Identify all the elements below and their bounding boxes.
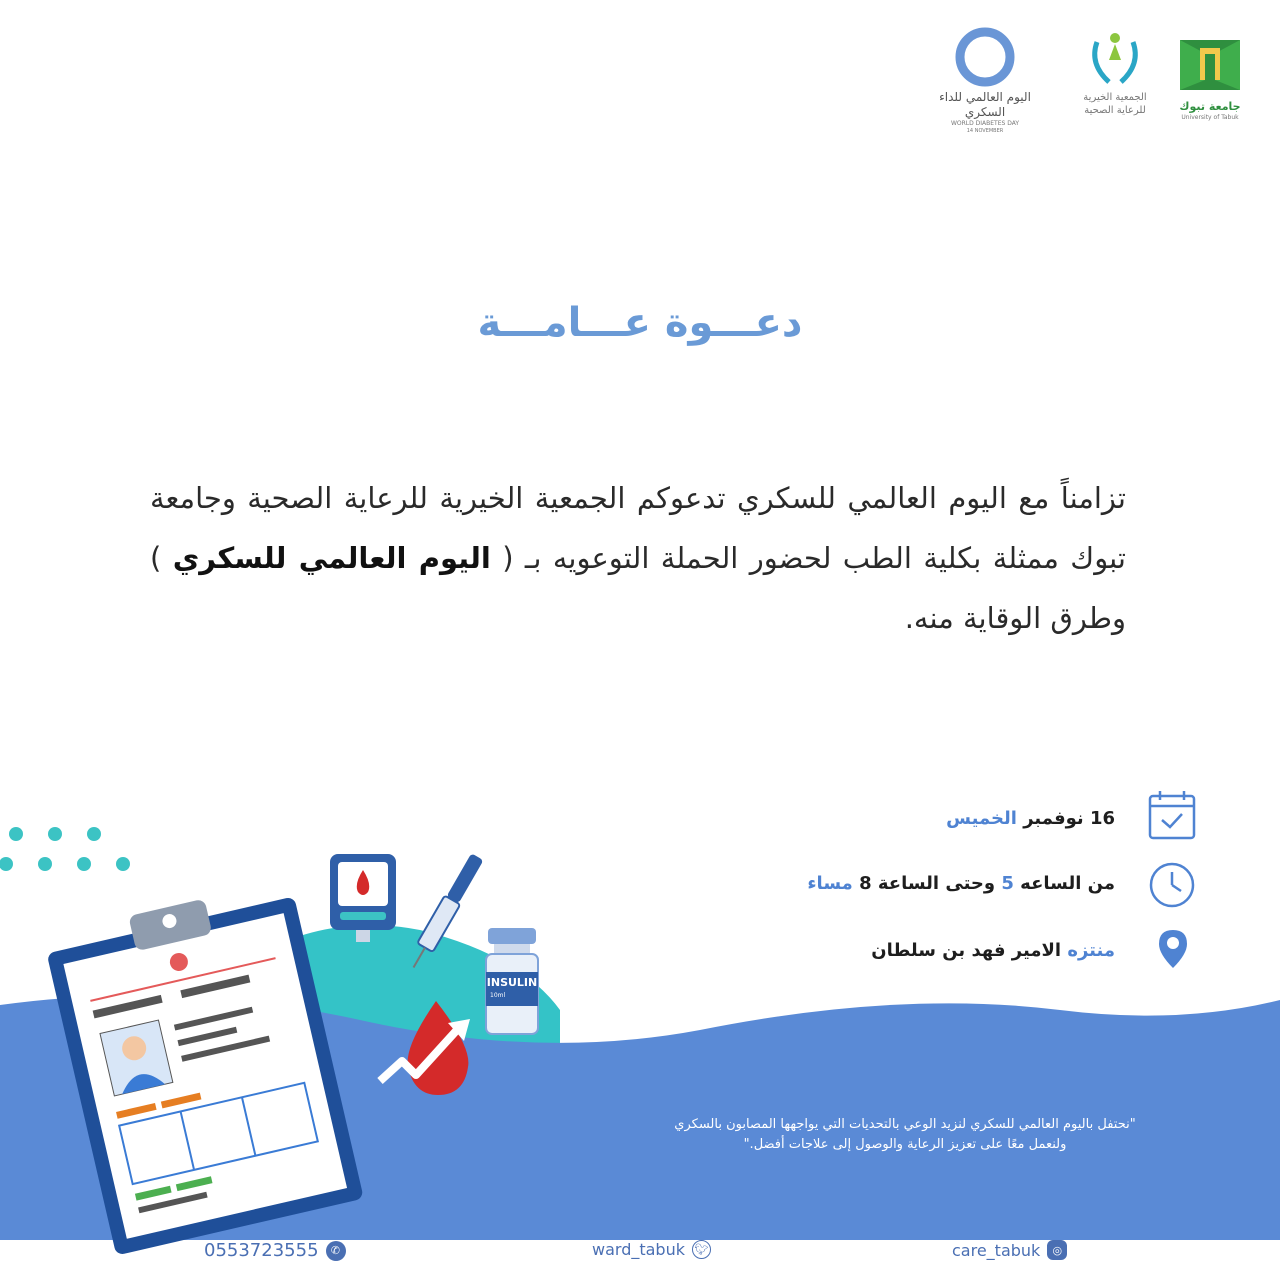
diabetes-day-name-en: WORLD DIABETES DAY <box>950 120 1020 127</box>
event-time-end: 8 <box>859 873 872 894</box>
diabetes-day-logo <box>920 26 1050 136</box>
insulin-vial <box>484 928 540 1036</box>
paragraph-text-after: ) وطرق الوقاية منه. <box>150 541 1126 635</box>
quote-line-2: ولنعمل معًا على تعزيز الرعاية والوصول إلى علاجات أفضل." <box>743 1137 1067 1152</box>
event-time-suffix: مساء <box>807 873 853 894</box>
insulin-label: INSULIN <box>486 976 538 989</box>
event-date-number: 16 نوفمبر <box>1023 808 1115 829</box>
event-location-name: الامير فهد بن سلطان <box>871 940 1062 961</box>
charity-name-line1: الجمعية الخيرية <box>1083 92 1147 103</box>
footer-twitter[interactable] <box>592 1240 711 1259</box>
charity-people-icon <box>1083 30 1147 88</box>
insulin-volume: 10ml <box>490 992 506 999</box>
quote-line-1: "نحتفل باليوم العالمي للسكري لنزيد الوعي بالتحديات التي يواجهها المصابون بالسكري <box>674 1117 1136 1132</box>
university-logo <box>1170 34 1250 134</box>
page-title: دعـــوة عـــامـــة <box>477 300 803 346</box>
event-time-start: 5 <box>1001 873 1014 894</box>
blue-circle-icon <box>954 26 1016 88</box>
twitter-handle: ward_tabuk <box>592 1240 685 1259</box>
invitation-paragraph <box>150 468 1126 648</box>
university-name-ar: جامعة تبوك <box>1179 100 1241 113</box>
diabetes-day-name-ar: اليوم العالمي للداء السكري <box>939 90 1031 119</box>
event-time-prefix: من الساعه <box>1020 873 1115 894</box>
instagram-handle: care_tabuk <box>952 1240 1041 1260</box>
awareness-quote <box>625 1115 1185 1155</box>
paragraph-text-before: تزامناً مع اليوم العالمي للسكري تدعوكم الجمعية الخيرية للرعاية الصحية وجامعة تبوك ممثلة بكلية الطب لحضور الحملة التوعويه بـ ( <box>150 481 1127 575</box>
paragraph-highlight: اليوم العالمي للسكري <box>172 541 491 575</box>
diabetes-day-date: 14 NOVEMBER <box>966 127 1004 134</box>
university-name-en: University of Tabuk <box>1181 113 1239 121</box>
twitter-icon: 🐦︎ <box>692 1240 711 1259</box>
phone-number: 0553723555 <box>204 1240 319 1261</box>
charity-name-line2: للرعاية الصحية <box>1084 104 1146 116</box>
event-time <box>807 873 1115 894</box>
event-location <box>871 940 1115 961</box>
event-location-prefix: منتزه <box>1067 940 1115 961</box>
blood-drop-arrow-icon <box>376 995 486 1105</box>
instagram-icon: ◎ <box>1047 1240 1067 1260</box>
university-emblem-icon <box>1178 34 1242 96</box>
clipboard-illustration <box>40 895 370 1255</box>
phone-icon: ✆ <box>326 1241 346 1261</box>
decorative-dots <box>0 822 140 882</box>
logos-bar <box>910 22 1250 137</box>
footer-instagram[interactable] <box>952 1240 1067 1260</box>
location-pin-icon <box>1156 928 1190 970</box>
charity-logo <box>1075 30 1155 130</box>
insulin-pen-icon <box>400 848 490 978</box>
clock-icon <box>1148 861 1196 909</box>
event-time-mid: وحتى الساعة <box>877 873 996 894</box>
event-date <box>946 808 1115 829</box>
event-date-day: الخميس <box>946 808 1017 829</box>
calendar-icon <box>1148 790 1196 840</box>
footer-phone[interactable] <box>204 1240 346 1261</box>
